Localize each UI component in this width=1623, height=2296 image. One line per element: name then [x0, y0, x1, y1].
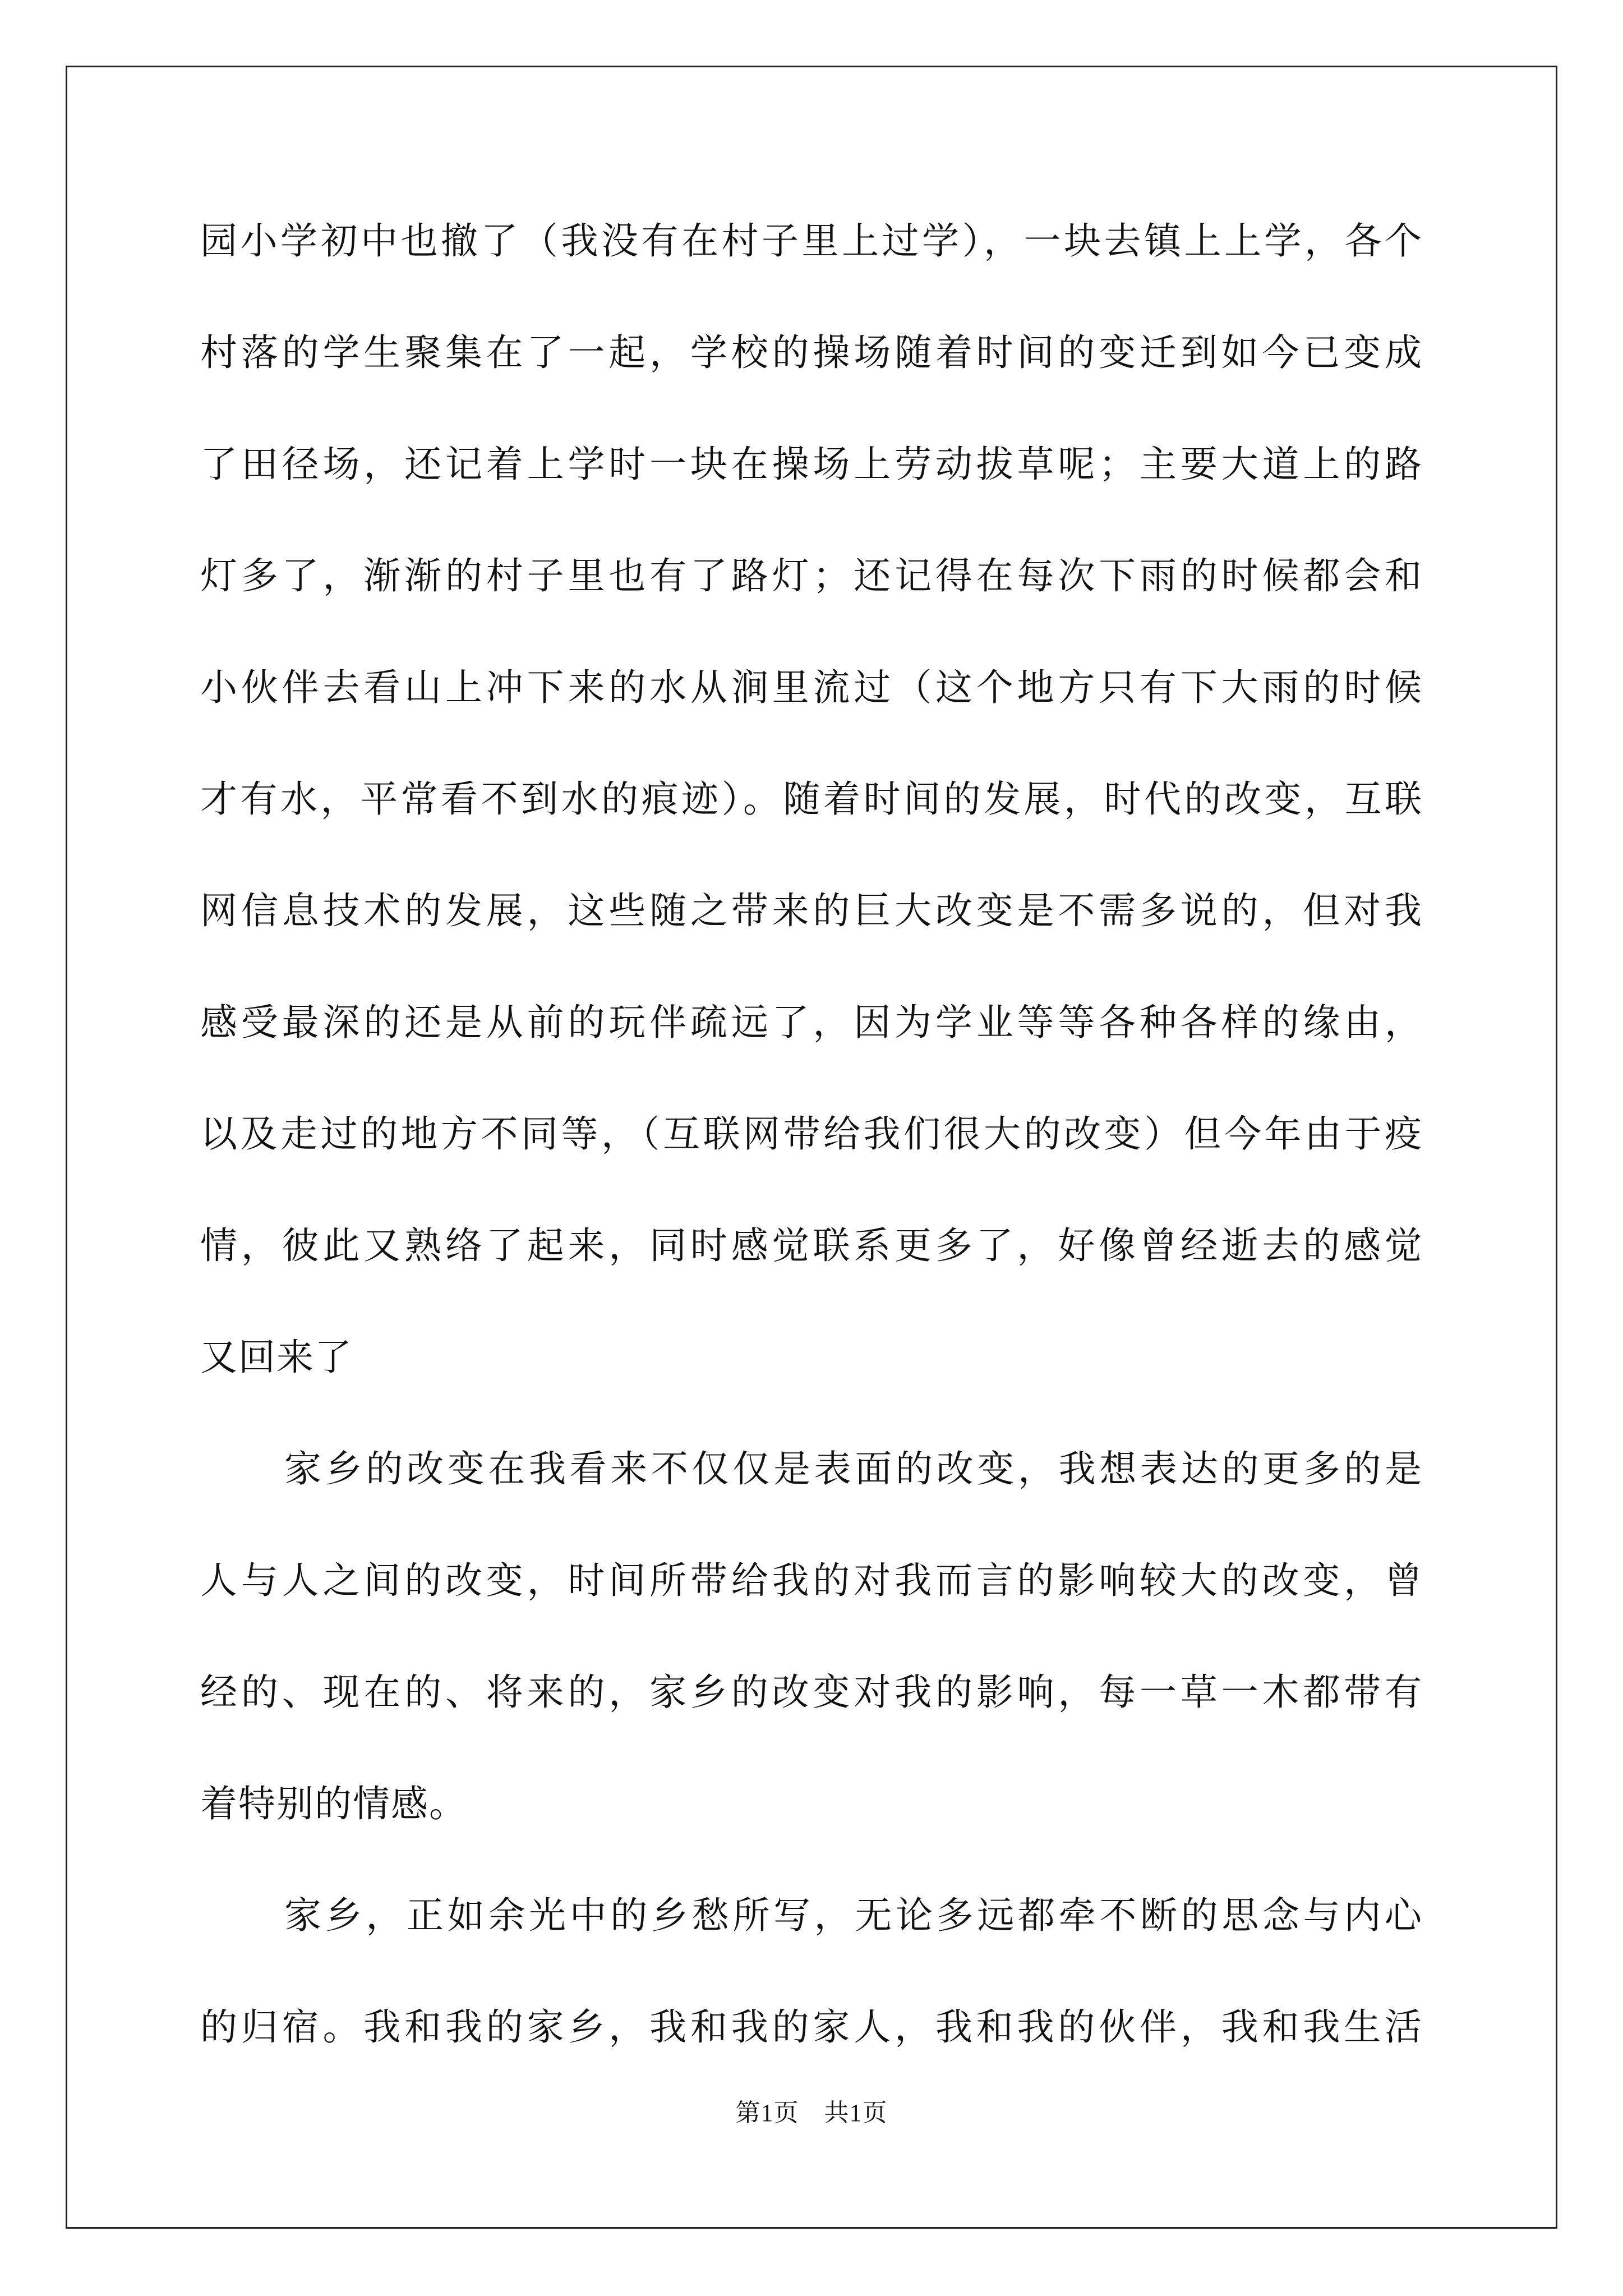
text-line: 网信息技术的发展，这些随之带来的巨大改变是不需多说的，但对我	[200, 889, 1423, 932]
text-line: 经的、现在的、将来的，家乡的改变对我的影响，每一草一木都带有	[200, 1671, 1423, 1714]
text-line: 园小学初中也撤了（我没有在村子里上过学），一块去镇上上学，各个	[200, 219, 1423, 263]
text-line: 才有水，平常看不到水的痕迹）。随着时间的发展，时代的改变，互联	[200, 777, 1423, 821]
text-line: 家乡，正如余光中的乡愁所写，无论多远都牵不断的思念与内心	[284, 1894, 1423, 1937]
text-line: 村落的学生聚集在了一起，学校的操场随着时间的变迁到如今已变成	[200, 331, 1423, 374]
text-line: 了田径场，还记着上学时一块在操场上劳动拔草呢；主要大道上的路	[200, 443, 1423, 486]
text-line: 着特别的情感。	[200, 1782, 467, 1825]
text-line: 家乡的改变在我看来不仅仅是表面的改变，我想表达的更多的是	[284, 1447, 1423, 1490]
paragraph-1	[200, 185, 1423, 1413]
paragraph-3	[200, 1860, 1423, 2083]
text-line: 小伙伴去看山上冲下来的水从涧里流过（这个地方只有下大雨的时候	[200, 666, 1423, 709]
text-line: 以及走过的地方不同等，（互联网带给我们很大的改变）但今年由于疫	[200, 1112, 1423, 1156]
page-number-footer: 第1页 共1页	[735, 2099, 888, 2127]
paragraph-2	[200, 1413, 1423, 1860]
text-line: 情，彼此又熟络了起来，同时感觉联系更多了，好像曾经逝去的感觉	[200, 1224, 1423, 1267]
document-body	[200, 185, 1423, 2083]
text-line: 又回来了	[200, 1336, 353, 1379]
text-line: 感受最深的还是从前的玩伴疏远了，因为学业等等各种各样的缘由，	[200, 1001, 1423, 1044]
text-line: 人与人之间的改变，时间所带给我的对我而言的影响较大的改变，曾	[200, 1559, 1423, 1602]
text-line: 的归宿。我和我的家乡，我和我的家人，我和我的伙伴，我和我生活	[200, 2005, 1423, 2049]
text-line: 灯多了，渐渐的村子里也有了路灯；还记得在每次下雨的时候都会和	[200, 554, 1423, 597]
